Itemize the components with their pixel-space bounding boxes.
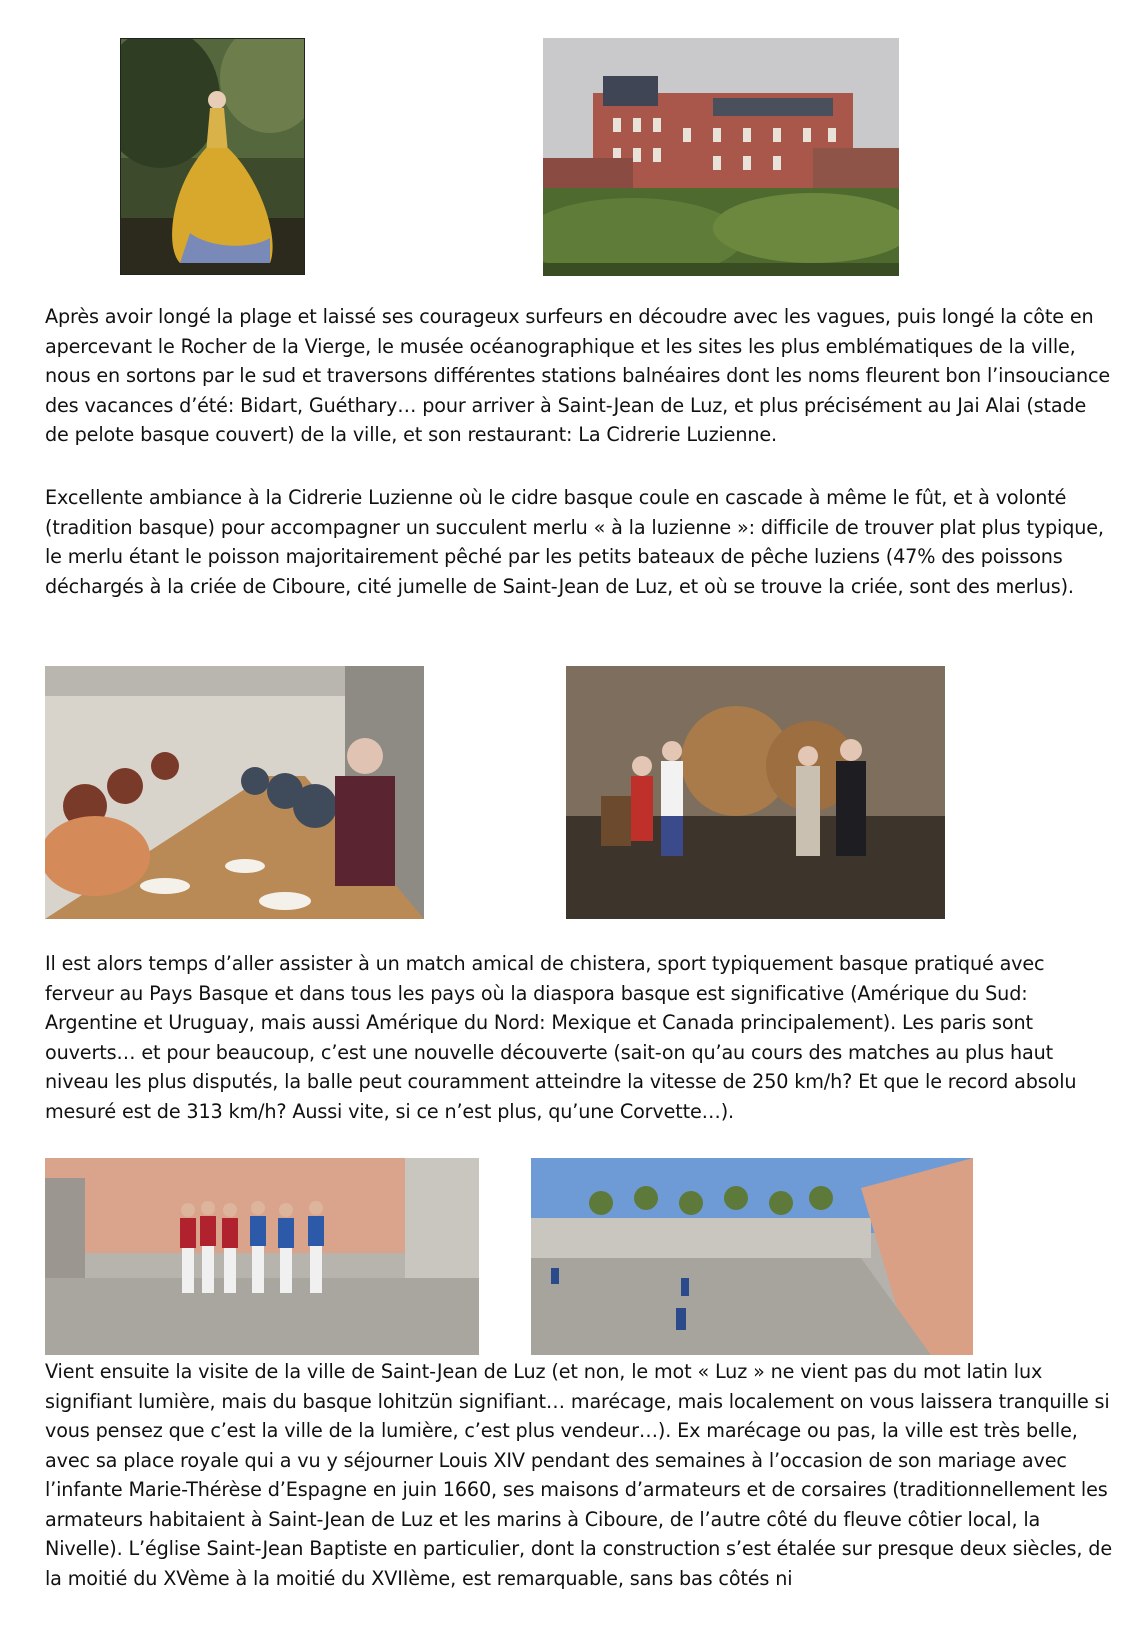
players-lineup-photo <box>45 1158 479 1355</box>
paragraph-3: Il est alors temps d’aller assister à un match amical de chistera, sport typiquement basque pratiqué avec ferveur au Pays Basque et dans tous les pays où la diaspora basque est significative (Amérique du Sud: Argentine et Uruguay, mais aussi Amérique du Nord: Mexique et Canada principalement). Les paris sont ouverts… et pour beaucoup, c’est une nouvelle découverte (sait-on qu’au cours des matches au plus haut niveau les plus disputés, la balle peut couramment atteindre la vitesse de 250 km/h? Et que le record absolu mesuré est de 313 km/h? Aussi vite, si ce n’est plus, qu’une Corvette…). <box>45 952 1077 1123</box>
paragraph-4: Vient ensuite la visite de la ville de Saint-Jean de Luz (et non, le mot « Luz » ne vient pas du mot latin lux signifiant lumière, mais du basque lohitzün signifiant… marécage, mais localement on vous laissera tranquille si vous pensez que c’est la ville de la lumière, c’est plus vendeur…). Ex marécage ou pas, la ville est très belle, avec sa place royale qui a vu y séjourner Louis XIV pendant des semaines à l’occasion de son mariage avec l’infante Marie-Thérèse d’Espagne en juin 1660, ses maisons d’armateurs et de corsaires (traditionnellement les armateurs habitaient à Saint-Jean de Luz et les marins à Ciboure, de l’autre côté du fleuve côtier local, la Nivelle). L’église Saint-Jean Baptiste en particulier, dont la construction s’est étalée sur presque deux siècles, de la moitié du XVème à la moitié du XVIIème, est remarquable, sans bas côtés ni <box>45 1360 1112 1590</box>
grand-hotel-photo <box>543 38 899 276</box>
paragraph-1: Après avoir longé la plage et laissé ses courageux surfeurs en découdre avec les vagues, puis longé la côte en apercevant le Rocher de la Vierge, le musée océanographique et les sites les plus emblématiques de la ville, nous en sortons par le sud et traversons différentes stations balnéaires dont les noms fleurent bon l’insouciance des vacances d’été: Bidart, Guéthary… pour arriver à Saint-Jean de Luz, et plus précisément au Jai Alai (stade de pelote basque couvert) de la ville, et son restaurant: La Cidrerie Luzienne. <box>45 305 1111 446</box>
portrait-painting-photo <box>120 38 305 275</box>
cider-barrels-photo <box>566 666 945 919</box>
paragraph-2: Excellente ambiance à la Cidrerie Luzienne où le cidre basque coule en cascade à même le fût, et à volonté (tradition basque) pour accompagner un succulent merlu « à la luzienne »: difficile de trouver plat plus typique, le merlu étant le poisson majoritairement pêché par les petits bateaux de pêche luziens (47% des poissons déchargés à la criée de Ciboure, cité jumelle de Saint-Jean de Luz, et où se trouve la criée, sont des merlus). <box>45 486 1104 598</box>
fronton-court-photo <box>531 1158 973 1355</box>
restaurant-lunch-photo <box>45 666 424 919</box>
